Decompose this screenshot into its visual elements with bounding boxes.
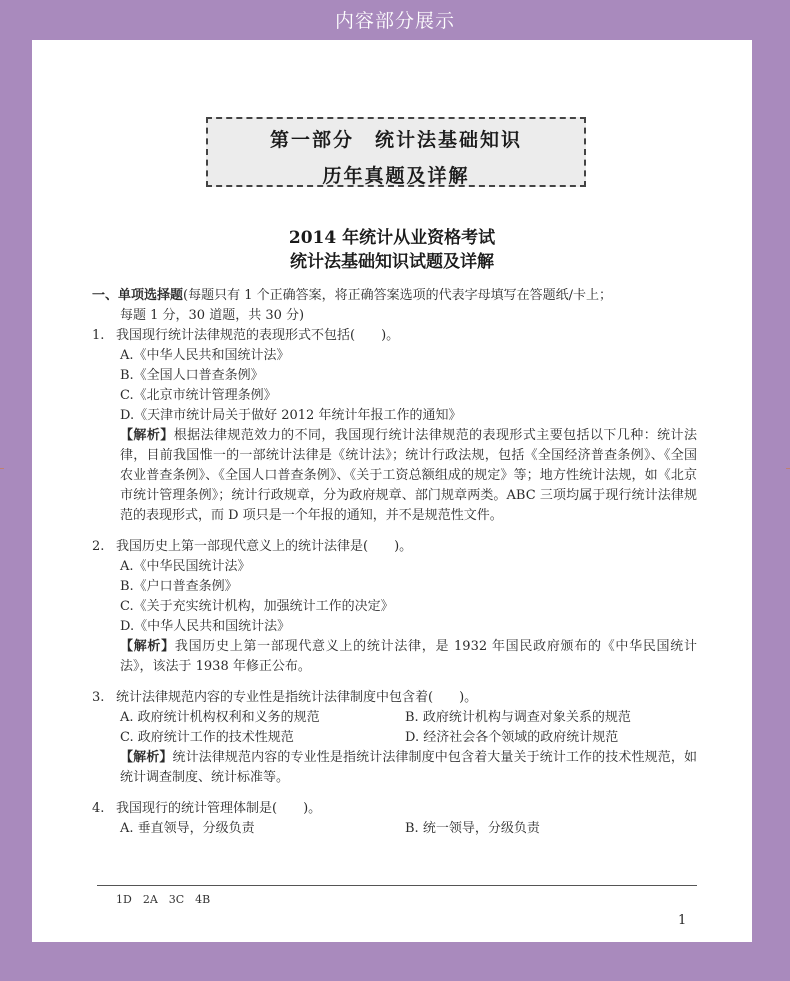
analysis-text: 统计法律规范内容的专业性是指统计法律制度中包含着大量关于统计工作的技术性规范，如统计调查制度、统计标准等。: [120, 750, 697, 785]
option-a: A. 政府统计机构权利和义务的规范: [120, 710, 320, 725]
option-b: B. 政府统计机构与调查对象关系的规范: [405, 710, 631, 725]
section-label: 一、单项选择题: [92, 288, 184, 303]
analysis-tag: 【解析】: [120, 428, 174, 443]
option-c: C. 政府统计工作的技术性规范: [120, 730, 294, 745]
question-stem: 我国历史上第一部现代意义上的统计法律是( )。: [116, 539, 413, 554]
option-b: B.《户口普查条例》: [120, 579, 238, 594]
option-a: A. 垂直领导，分级负责: [120, 821, 255, 836]
exam-title: 2014 年统计从业资格考试: [288, 228, 496, 248]
banner-title: 内容部分展示: [334, 10, 455, 32]
analysis: [92, 748, 697, 788]
option-b: B. 统一领导，分级负责: [405, 821, 540, 836]
option-c: C.《关于充实统计机构，加强统计工作的决定》: [120, 599, 394, 614]
question-1: [92, 326, 697, 526]
analysis-tag: 【解析】: [120, 639, 175, 654]
part-title-box: [206, 117, 586, 187]
question-4: [92, 799, 697, 839]
part-title: 第一部分 统计法基础知识: [269, 129, 522, 151]
registration-mark-left: [0, 468, 4, 469]
option-c: C.《北京市统计管理条例》: [120, 388, 277, 403]
exam-subtitle: 统计法基础知识试题及详解: [290, 252, 494, 272]
question-stem: 统计法律规范内容的专业性是指统计法律制度中包含着( )。: [116, 690, 478, 705]
option-d: D. 经济社会各个领域的政府统计规范: [405, 730, 619, 745]
option-a: A.《中华民国统计法》: [120, 559, 251, 574]
section-heading: [92, 286, 697, 326]
analysis: [92, 637, 697, 677]
question-content: [92, 286, 697, 839]
analysis-text: 根据法律规范效力的不同，我国现行统计法律规范的表现形式主要包括以下几种：统计法律，目前我国惟一的一部统计法律是《统计法》；统计行政法规，包括《全国经济普查条例》、《全国农业普查条例》、《全国人口普查条例》、《关于工资总额组成的规定》等；地方性统计法规，如《北京市统计管理条例》；统计行政规章，分为政府规章、部门规章两类。ABC 三项均属于现行统计法律规范的表现形式，而 D 项只是一个年报的通知，并不是规范性文件。: [120, 428, 697, 523]
document-page: [32, 40, 752, 942]
analysis: [92, 426, 697, 526]
section-instructions-cont: 每题 1 分，30 道题，共 30 分): [120, 308, 305, 323]
question-number: 1.: [92, 328, 105, 343]
analysis-text: 我国历史上第一部现代意义上的统计法律，是 1932 年国民政府颁布的《中华民国统计法》，该法于 1938 年修正公布。: [120, 639, 697, 674]
page-number: 1: [678, 913, 687, 928]
question-stem: 我国现行统计法律规范的表现形式不包括( )。: [116, 328, 400, 343]
part-subtitle: 历年真题及详解: [322, 165, 470, 187]
question-number: 4.: [92, 801, 105, 816]
registration-mark-right: [786, 468, 790, 469]
analysis-tag: 【解析】: [120, 750, 173, 765]
question-stem: 我国现行的统计管理体制是( )。: [116, 801, 322, 816]
answer-key: 1D 2A 3C 4B: [116, 893, 211, 906]
question-number: 2.: [92, 539, 105, 554]
question-number: 3.: [92, 690, 105, 705]
option-d: D.《中华人民共和国统计法》: [120, 619, 291, 634]
option-d: D.《天津市统计局关于做好 2012 年统计年报工作的通知》: [120, 408, 462, 423]
option-a: A.《中华人民共和国统计法》: [120, 348, 290, 363]
option-b: B.《全国人口普查条例》: [120, 368, 264, 383]
footnote-divider: [97, 885, 697, 886]
section-instructions: (每题只有 1 个正确答案，将正确答案选项的代表字母填写在答题纸/卡上；: [183, 288, 613, 303]
question-2: [92, 537, 697, 677]
question-3: [92, 688, 697, 788]
